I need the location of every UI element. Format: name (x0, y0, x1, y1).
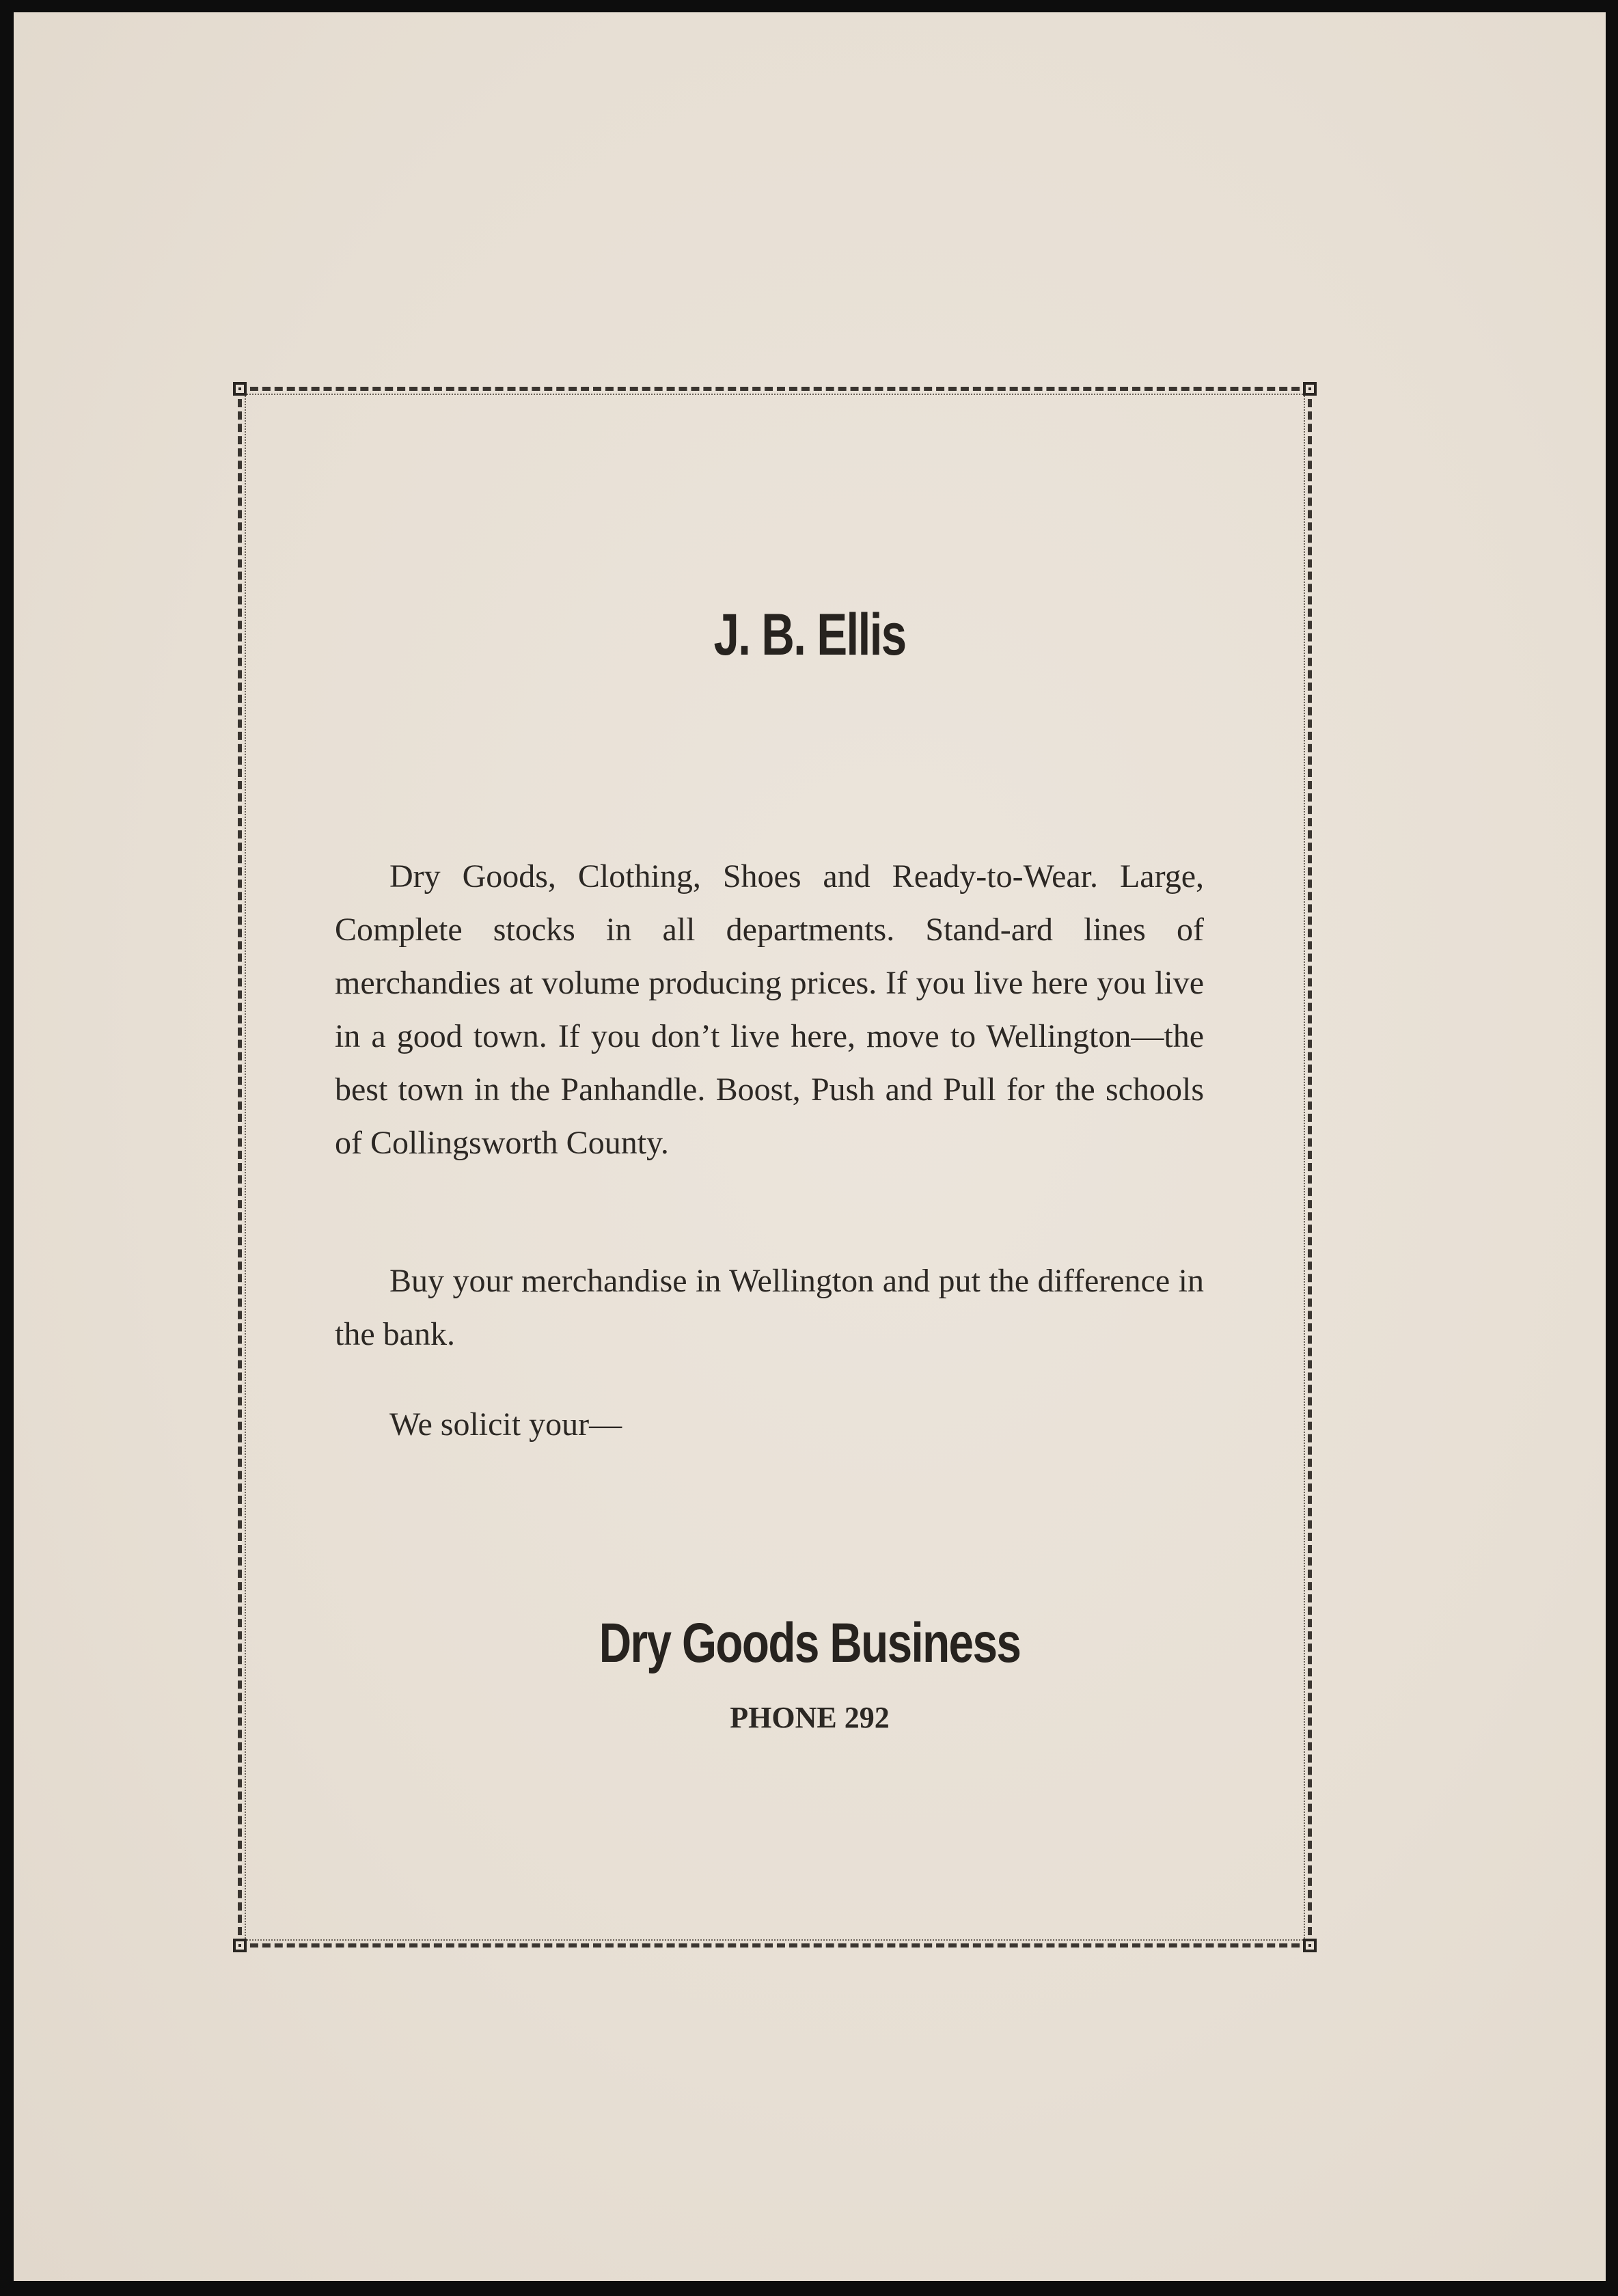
phone-number: PHONE 292 (730, 1701, 890, 1734)
advertiser-name: J. B. Ellis (713, 602, 906, 668)
business-line: Dry Goods Business (599, 1612, 1021, 1674)
ad-paragraph: Dry Goods, Clothing, Shoes and Ready-to-Wear. Large, Complete stocks in all departments. Stand-ard lines of merchandies at volume producing prices. If you live here you live in a good town. If you don’t live here, move to Wellington—the best town in the Panhandle. Boost, Push and Pull for the schools of Collingsworth County. (335, 858, 1204, 1161)
yearbook-page (14, 12, 1606, 2281)
corner-ornament-icon (1303, 1939, 1317, 1952)
corner-ornament-icon (1303, 382, 1317, 396)
corner-ornament-icon (233, 1939, 247, 1952)
ad-paragraph: Buy your merchandise in Wellington and put the difference in the bank. (335, 1263, 1204, 1352)
ad-paragraph: We solicit your— (389, 1406, 622, 1443)
corner-ornament-icon (233, 382, 247, 396)
